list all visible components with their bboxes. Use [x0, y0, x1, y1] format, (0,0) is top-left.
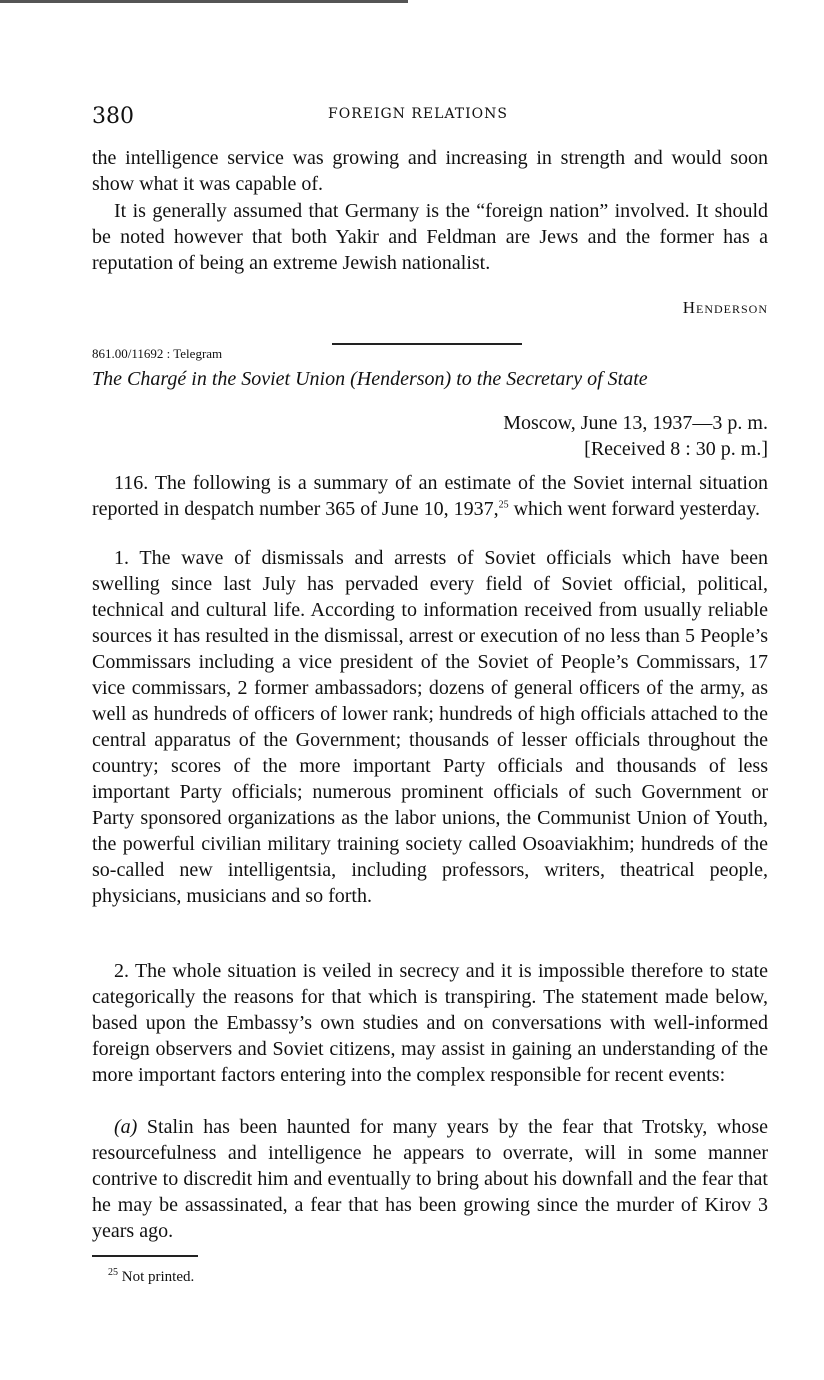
dateline — [92, 410, 768, 462]
paragraph-a — [92, 1114, 768, 1244]
paragraph-2: 2. The whole situation is veiled in secrecy and it is impossible therefore to state categorically the reasons for that which is transpiring. The statement made below, based upon the Embassy’s own studies and on conversations with well-informed foreign observers and Soviet citizens, may assist in gaining an understanding of the more important factors entering into the complex responsible for recent events: — [92, 960, 768, 1086]
paragraph-116 — [92, 470, 768, 522]
paragraph-1: 1. The wave of dismissals and arrests of Soviet officials which have been swelling since last July has pervaded every field of Soviet official, political, technical and cultural life. According to information received from usually reliable sources it has resulted in the dismissal, arrest or execution of no less than 5 People’s Commissars including a vice president of the Soviet of People’s Commissars, 17 vice commissars, 2 former ambassadors; dozens of general officers of the army, as well as hundreds of officers of lower rank; hundreds of high officials attached to the central apparatus of the Government; thousands of lesser officials throughout the country; scores of the more important Party officials and thousands of less important Party officials; numerous prominent officials of such Government or Party sponsored organizations as the labor unions, the Communist Union of Youth, the powerful civilian military training society called Osoaviakhim; hundreds of the so-called new intelligentsia, including professors, writers, theatrical people, physicians, musicians and so forth. — [92, 547, 768, 907]
carryover-paragraph: the intelligence service was growing and increasing in strength and would soon show what it was capable of. — [92, 147, 768, 195]
place-date: Moscow, June 13, 1937—3 p. m. — [503, 412, 768, 434]
running-head: FOREIGN RELATIONS — [328, 106, 508, 122]
footnote — [108, 1269, 194, 1286]
page-header — [92, 100, 768, 134]
footnote-number: 25 — [108, 1267, 118, 1278]
paragraph-a-label: (a) — [114, 1116, 138, 1138]
file-reference: 861.00/11692 : Telegram — [92, 346, 223, 361]
paragraph-a-text: Stalin has been haunted for many years by the fear that Trotsky, whose resourcefulness and intelligence he appears to overrate, will in some manner contrive to discredit him and eventually to bring about his downfall and the fear that he may be assassinated, a fear that has been growing since the murder of Kirov 3 years ago. — [92, 1116, 768, 1242]
document-title: The Chargé in the Soviet Union (Henderson) to the Secretary of State — [92, 368, 648, 390]
received-time: [Received 8 : 30 p. m.] — [584, 438, 768, 460]
top-rule — [0, 0, 408, 3]
assumption-paragraph: It is generally assumed that Germany is the “foreign nation” involved. It should be noted however that both Yakir and Feldman are Jews and the former has a reputation of being an extreme Jewish nationalist. — [92, 200, 768, 274]
page-number: 380 — [92, 104, 134, 129]
footnote-text: Not printed. — [118, 1269, 195, 1285]
footnote-ref: 25 — [498, 499, 509, 511]
paragraph-116-text: 116. The following is a summary of an estimate of the Soviet internal situation reported in despatch number 365 of June 10, 1937, — [92, 472, 768, 520]
paragraph-116-end: which went forward yesterday. — [508, 498, 760, 520]
section-divider — [332, 343, 522, 345]
footnote-rule — [92, 1255, 198, 1257]
signature: Henderson — [682, 298, 768, 317]
